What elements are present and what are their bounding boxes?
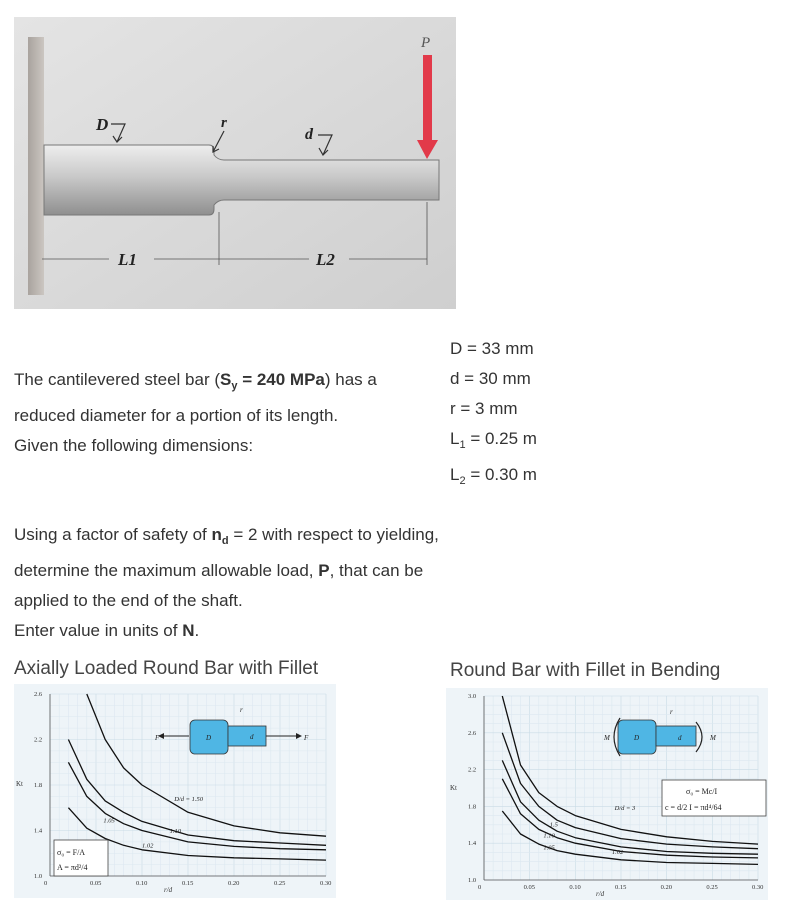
chart2-title: Round Bar with Fillet in Bending [450, 660, 721, 681]
c2-ytick-label: 2.6 [468, 729, 477, 737]
c1-xtick-label: 0.10 [136, 880, 148, 887]
chart2-inset-r: r [670, 708, 673, 716]
problem-line-1: The cantilevered steel bar ($S_y = 240$ MPa) has a [14, 370, 377, 392]
c1-series-label: 1.02 [142, 842, 154, 850]
c1-ytick-label: 1.4 [34, 827, 43, 835]
problem-line-2: reduced diameter for a portion of its length. [14, 406, 339, 425]
chart1-formula-box [54, 840, 108, 876]
chart1-title: Axially Loaded Round Bar with Fillet [14, 658, 319, 679]
c1-ytick-label: 1.0 [34, 873, 43, 880]
c1-ytick-label: 2.2 [34, 736, 43, 744]
chart1-inset-r: r [240, 706, 243, 714]
given-d: d = 30 mm [450, 369, 531, 388]
c1-ytick-label: 2.6 [34, 691, 43, 698]
chart2-formula-box [662, 780, 766, 816]
given-D: D = 33 mm [450, 339, 534, 358]
chart2-inset-M-left: M [604, 734, 610, 742]
c2-series-label: 1.5 [549, 821, 558, 829]
given-L1: $L_1 = 0.25$ m [450, 429, 537, 451]
chart2-inset-M-right: M [710, 734, 716, 742]
c2-xtick-label: 0.10 [569, 884, 581, 891]
label-L2: L2 [316, 250, 335, 269]
chart1-inset-F-right: F [304, 734, 309, 742]
c1-series-label: 1.10 [169, 827, 181, 835]
c2-xtick-label: 0.25 [706, 884, 718, 891]
label-r: r [221, 115, 227, 131]
label-P: P [421, 35, 431, 51]
c2-ytick-label: 2.2 [468, 766, 477, 774]
c1-xtick-label: 0.20 [228, 880, 240, 887]
bending-fillet-chart [446, 688, 768, 900]
chart1-xlabel: r/d [164, 886, 173, 894]
label-d: d [305, 126, 313, 143]
problem-statement [14, 365, 377, 461]
given-dimensions [450, 334, 537, 496]
given-L2: $L_2 = 0.30$ m [450, 465, 537, 487]
problem-line-3: Given the following dimensions: [14, 436, 254, 455]
chart2-ylabel: Kt [450, 784, 457, 792]
chart1-inset-d: d [250, 733, 254, 741]
chart1-inset-F-left: F [155, 734, 160, 742]
c1-xtick-label: 0.15 [182, 880, 194, 887]
c2-xtick-label: 0.15 [615, 884, 627, 891]
chart2-xlabel: r/d [596, 890, 605, 898]
question-text: Using a factor of safety of $n_d = 2$ with respect to yielding, determine the maximum allowable load, P, that can be applied to the end of the shaft. Enter value in units of N. [14, 525, 439, 640]
c1-xtick-label: 0 [44, 880, 48, 887]
c2-xtick-label: 0.30 [752, 884, 764, 891]
chart2-inset-d: d [678, 734, 682, 742]
c2-ytick-label: 1.0 [468, 877, 477, 884]
chart1-formula-1: σ₀ = F/A [57, 848, 86, 857]
cantilever-photo [14, 17, 456, 309]
c2-xtick-label: 0.05 [523, 884, 536, 891]
chart1-ylabel: Kt [16, 780, 23, 788]
given-r: r = 3 mm [450, 399, 518, 418]
axial-fillet-chart [14, 684, 336, 898]
c1-ytick-label: 1.8 [34, 782, 43, 789]
wall [28, 37, 44, 295]
label-D: D [96, 115, 109, 134]
c2-series-label: D/d = 3 [614, 805, 636, 813]
c2-xtick-label: 0.20 [660, 884, 673, 891]
chart1-formula-2: A = πd²/4 [57, 863, 88, 872]
chart2-formula-1: σ₀ = Mc/I [686, 787, 718, 796]
chart1-inset-D: D [206, 734, 212, 742]
chart2-inset-D: D [634, 734, 640, 742]
c2-series-label: 1.02 [611, 849, 624, 857]
c2-ytick-label: 3.0 [468, 693, 477, 700]
label-L1: L1 [118, 250, 137, 269]
c2-xtick-label: 0 [478, 884, 482, 891]
c2-ytick-label: 1.8 [468, 803, 477, 811]
c1-series-label: D/d = 1.50 [174, 795, 203, 803]
c1-xtick-label: 0.25 [274, 880, 286, 887]
c2-ytick-label: 1.4 [468, 840, 477, 848]
c2-series-label: 1.05 [543, 844, 555, 852]
chart2-formula-2: c = d/2 I = πd⁴/64 [665, 803, 722, 812]
c1-series-label: 1.05 [103, 817, 115, 825]
c1-xtick-label: 0.30 [320, 880, 332, 887]
c2-series-label: 1.10 [543, 832, 555, 840]
c1-xtick-label: 0.05 [90, 880, 102, 887]
